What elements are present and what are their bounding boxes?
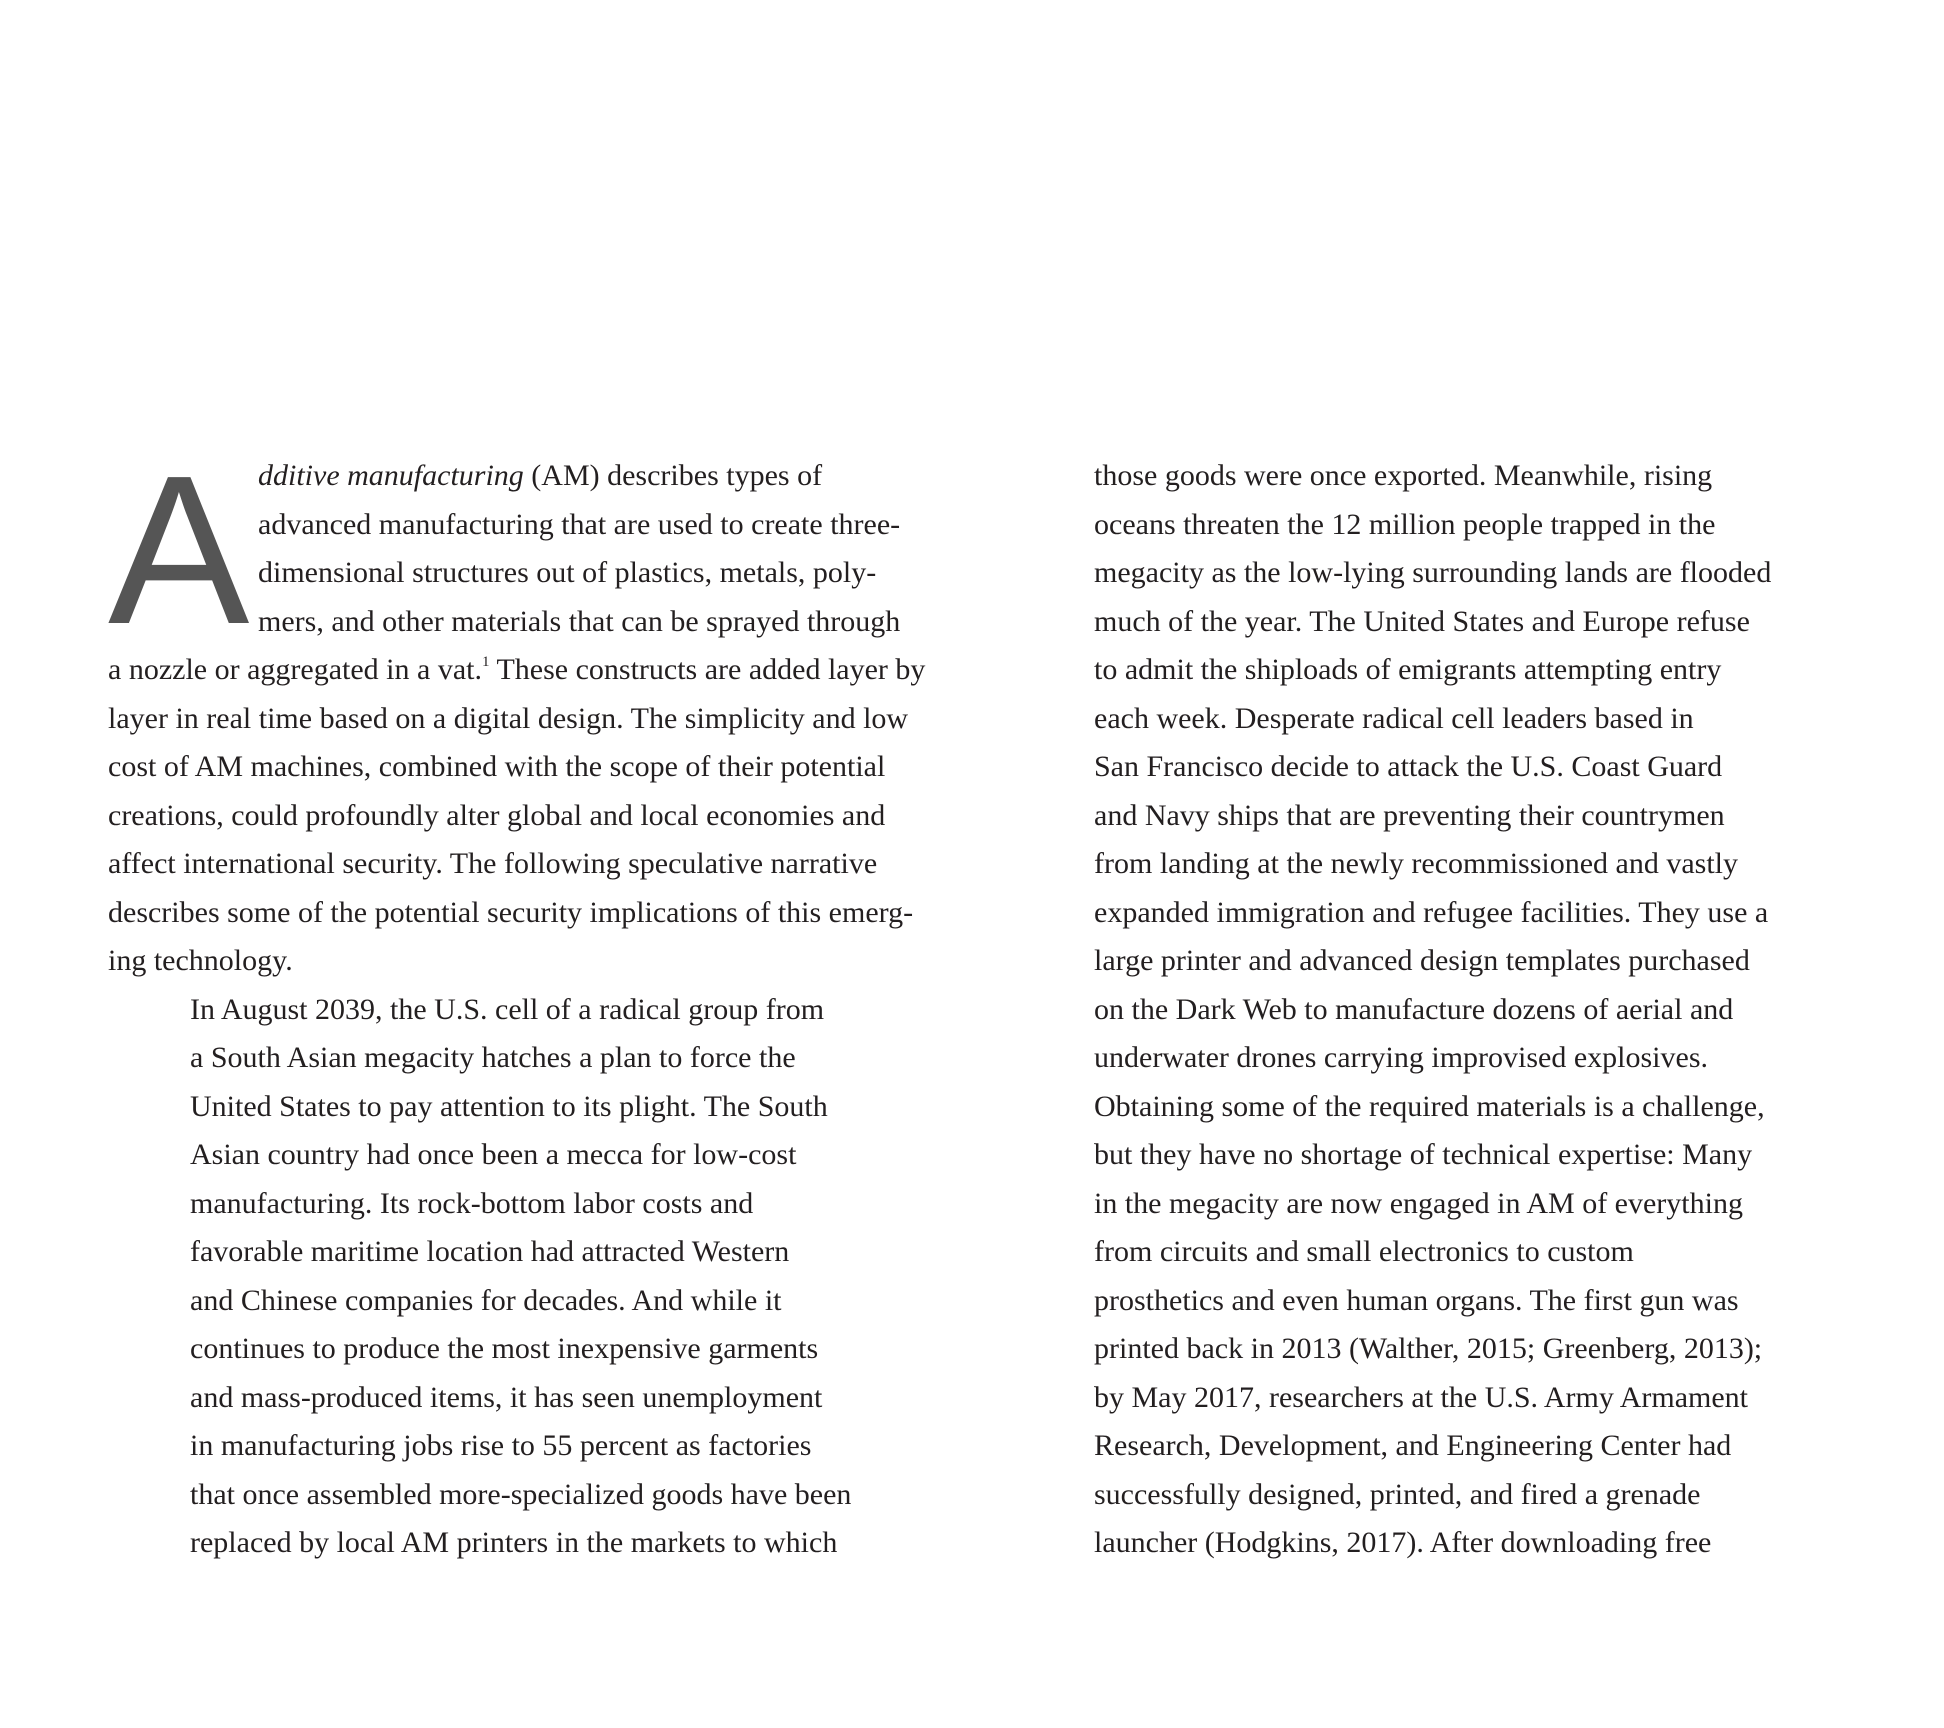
drop-cap: A <box>108 431 250 668</box>
narrative-line: launcher (Hodgkins, 2017). After downloading free <box>1094 1526 1712 1559</box>
narrative-line: expanded immigration and refugee facilities. They use a <box>1094 895 1769 929</box>
narrative-line: a South Asian megacity hatches a plan to force the <box>190 1041 796 1074</box>
body-line: ing technology. <box>108 944 293 977</box>
narrative-line: Asian country had once been a mecca for low-cost <box>190 1138 797 1171</box>
narrative-line: Research, Development, and Engineering Center had <box>1094 1429 1732 1462</box>
body-line: layer in real time based on a digital design. The simplicity and low <box>108 701 909 735</box>
body-line: describes some of the potential security implications of this emerg- <box>108 895 914 929</box>
narrative-line: and Navy ships that are preventing their countrymen <box>1094 798 1725 832</box>
narrative-line: Obtaining some of the required materials is a challenge, <box>1094 1089 1765 1123</box>
narrative-line: megacity as the low-lying surrounding lands are flooded <box>1094 556 1772 589</box>
vat-text: a nozzle or aggregated in a vat. <box>108 653 482 686</box>
narrative-line: successfully designed, printed, and fired a grenade <box>1094 1477 1701 1511</box>
narrative-line: In August 2039, the U.S. cell of a radical group from <box>190 992 825 1026</box>
narrative-line: in the megacity are now engaged in AM of everything <box>1094 1186 1743 1220</box>
narrative-line: San Francisco decide to attack the U.S. Coast Guard <box>1094 750 1723 783</box>
body-line: affect international security. The following speculative narrative <box>108 847 878 880</box>
narrative-line: from circuits and small electronics to custom <box>1094 1235 1634 1268</box>
intro-line: advanced manufacturing that are used to create three- <box>258 507 901 541</box>
narrative-line: manufacturing. Its rock-bottom labor costs and <box>190 1186 754 1220</box>
intro-line: mers, and other materials that can be sprayed through <box>258 604 901 638</box>
narrative-line: printed back in 2013 (Walther, 2015; Greenberg, 2013); <box>1094 1332 1763 1365</box>
footnote-reference[interactable]: 1 <box>481 654 490 670</box>
narrative-line: favorable maritime location had attracted Western <box>190 1235 790 1268</box>
narrative-line: much of the year. The United States and Europe refuse <box>1094 604 1750 638</box>
narrative-line: each week. Desperate radical cell leaders based in <box>1094 701 1694 735</box>
narrative-line: prosthetics and even human organs. The first gun was <box>1094 1283 1739 1317</box>
vat-text-continued: These constructs are added layer by <box>489 653 926 686</box>
narrative-line: to admit the shiploads of emigrants attempting entry <box>1094 653 1722 686</box>
narrative-line: those goods were once exported. Meanwhile, rising <box>1094 459 1713 492</box>
narrative-line: and mass-produced items, it has seen unemployment <box>190 1380 823 1414</box>
narrative-line: large printer and advanced design templates purchased <box>1094 944 1750 977</box>
narrative-line: oceans threaten the 12 million people trapped in the <box>1094 507 1716 541</box>
intro-text: (AM) describes types of <box>523 459 823 492</box>
narrative-line: from landing at the newly recommissioned and vastly <box>1094 847 1739 880</box>
narrative-line: replaced by local AM printers in the markets to which <box>190 1526 838 1559</box>
body-line: cost of AM machines, combined with the scope of their potential <box>108 750 886 783</box>
right-column <box>1094 452 1914 1568</box>
narrative-line: United States to pay attention to its plight. The South <box>190 1089 828 1123</box>
intro-italic-term: dditive manufacturing <box>258 459 524 492</box>
narrative-line: in manufacturing jobs rise to 55 percent as factories <box>190 1429 812 1462</box>
narrative-line: underwater drones carrying improvised explosives. <box>1094 1041 1708 1074</box>
body-line: creations, could profoundly alter global and local economies and <box>108 798 886 832</box>
narrative-line: and Chinese companies for decades. And while it <box>190 1283 782 1317</box>
narrative-line: on the Dark Web to manufacture dozens of aerial and <box>1094 992 1734 1026</box>
narrative-line: continues to produce the most inexpensive garments <box>190 1332 819 1365</box>
narrative-line: but they have no shortage of technical expertise: Many <box>1094 1138 1753 1171</box>
narrative-line: by May 2017, researchers at the U.S. Army Armament <box>1094 1380 1749 1414</box>
intro-line: dimensional structures out of plastics, metals, poly- <box>258 556 877 589</box>
narrative-line: that once assembled more-specialized goods have been <box>190 1477 852 1511</box>
left-column <box>108 431 968 1568</box>
